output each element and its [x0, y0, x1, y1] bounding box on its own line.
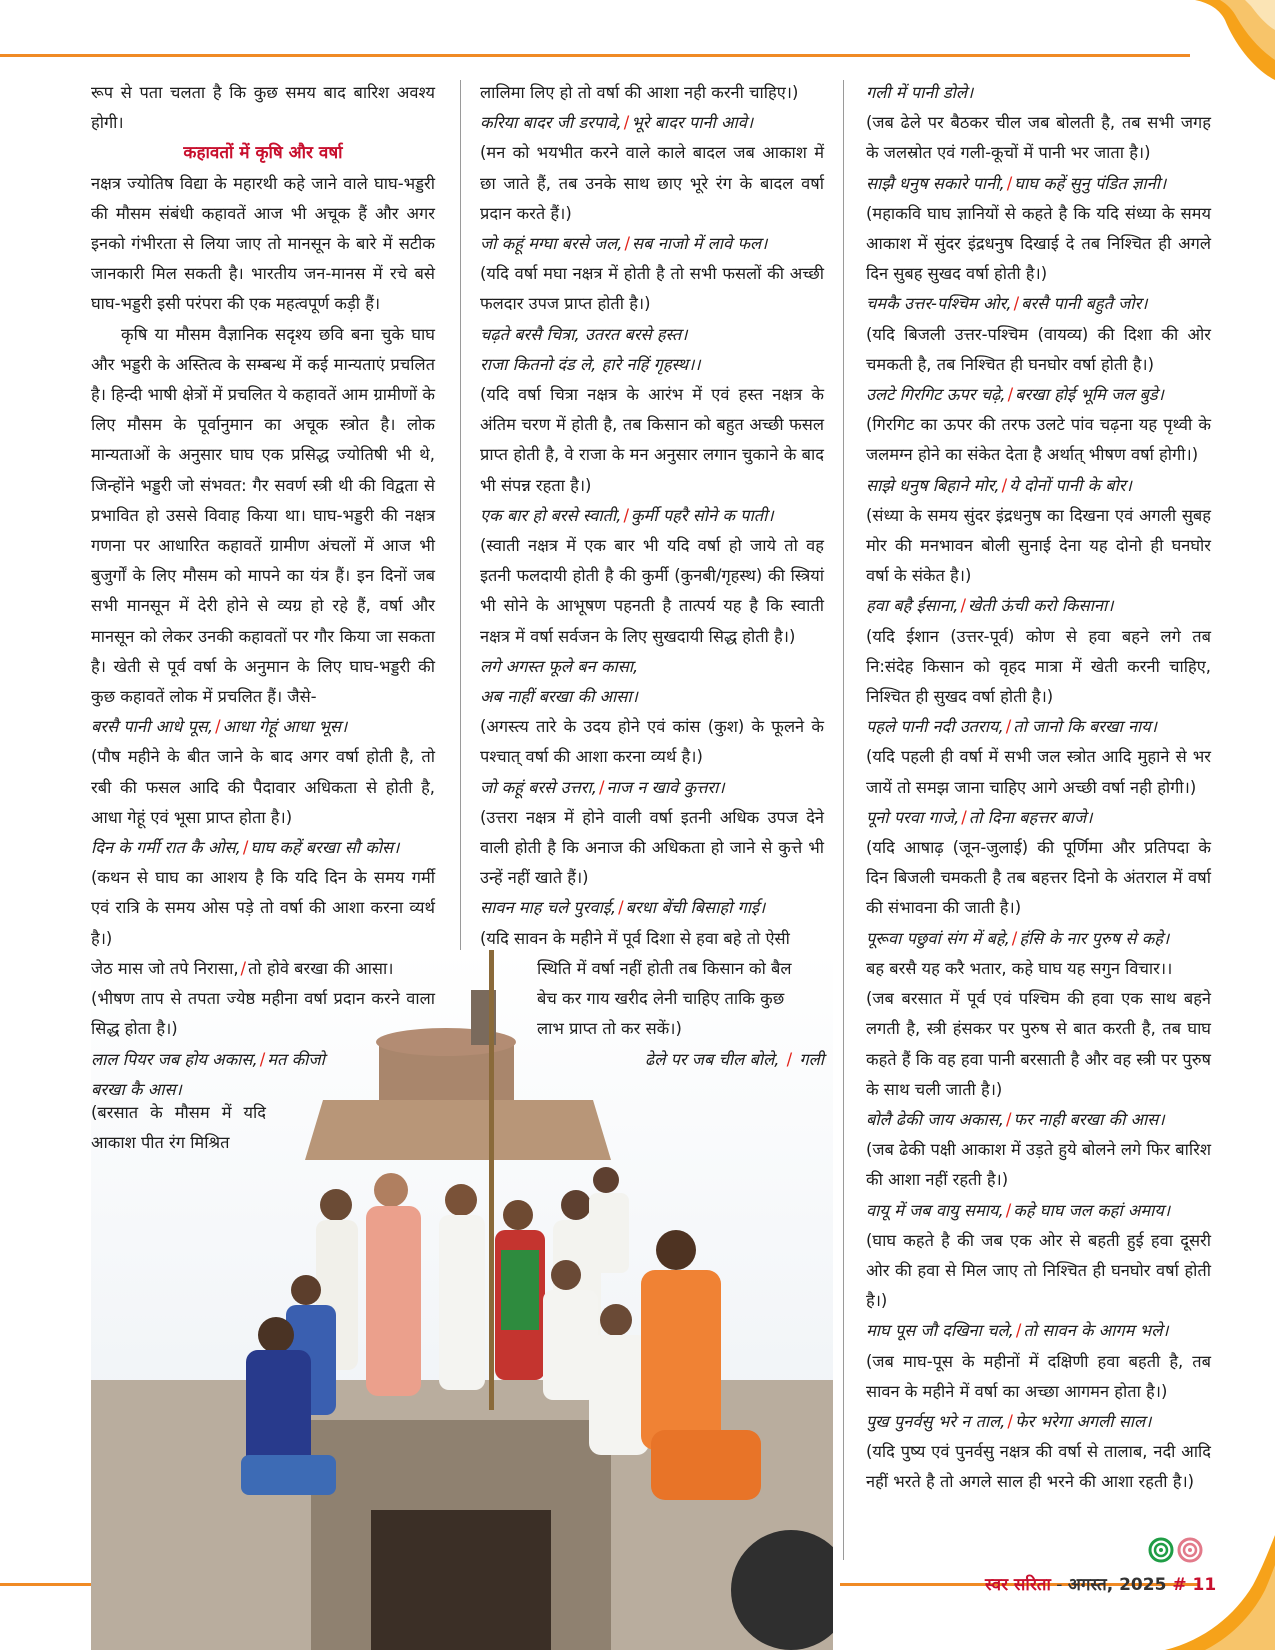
green-target-icon: [1150, 1539, 1172, 1561]
proverb-line: आधा गेहूं आधा भूस।: [222, 717, 348, 737]
proverb-line: सब नाजो में लावे फल।: [632, 234, 768, 254]
proverb-line: ढेले पर जब चील बोले,: [645, 1049, 780, 1069]
proverb-line: बरसै पानी बहुतै जोर।: [1021, 294, 1148, 314]
top-rule: [0, 54, 1190, 57]
explanation: (यदि पहली ही वर्षा में सभी जल स्त्रोत आदि मुहाने से भर जायें तो समझ जाना चाहिए आगे अच्छी वर्षा नही होगी।): [866, 747, 1211, 797]
explanation: (यदि वर्षा चित्रा नक्षत्र के आरंभ में एवं हस्त नक्षत्र के अंतिम चरण में होती है, तब किसान को बहुत अच्छी फसल प्राप्त होती है, वे राजा के मन अनुसार लगान चुकाने के बाद भी संपन्न रहता है।): [480, 385, 824, 495]
proverb: जेठ मास जो तपे निरासा, / तो होवे बरखा की आसा।: [91, 958, 394, 978]
proverb: उलटे गिरगिट ऊपर चढ़े, / बरखा होई भूमि जल बुडे।: [866, 385, 1164, 405]
explanation: (मन को भयभीत करने वाले काले बादल जब आकाश में छा जाते हैं, तब उनके साथ छाए भूरे रंग के बादल वर्षा प्रदान करते हैं।): [480, 143, 824, 223]
proverb-line: जो कहूं बरसे उत्तरा,: [480, 777, 597, 797]
proverb-line: दिन के गर्मी रात कै ओस,: [91, 838, 241, 858]
proverb-line: तो होवे बरखा की आसा।: [248, 958, 394, 978]
proverb: जो कहूं मग्घा बरसे जल, / सब नाजो में लावे फल।: [480, 234, 768, 254]
section-heading: कहावतों में कृषि और वर्षा: [183, 143, 343, 164]
proverb: बरसै पानी आधे पूस, / आधा गेहूं आधा भूस।: [91, 717, 348, 737]
explanation-overlay: (बरसात के मौसम में यदि आकाश पीत रंग मिश्रित: [91, 1103, 266, 1153]
paragraph: रूप से पता चलता है कि कुछ समय बाद बारिश अवश्य होगी।: [91, 83, 435, 133]
proverb-line: साझै धनुष सकारे पानी,: [866, 173, 1005, 193]
proverb-line: चमकै उत्तर-पश्चिम ओर,: [866, 294, 1012, 314]
proverb: लाल पियर जब होय अकास, / मत कीजो: [91, 1049, 325, 1069]
explanation: (जब ढेले पर बैठकर चील जब बोलती है, तब सभी जगह के जलस्रोत एवं गली-कूचों में पानी भर जाता है।): [866, 113, 1211, 163]
proverb-line: करिया बादर जी डरपावे,: [480, 113, 622, 133]
explanation: (उत्तरा नक्षत्र में होने वाली वर्षा इतनी अधिक उपज देने वाली होती है कि अनाज की अधिकता हो जाने से कुत्ते भी उन्हें नहीं खाते हैं।): [480, 807, 824, 888]
explanation: (यदि बिजली उत्तर-पश्चिम (वायव्य) की दिशा की ओर चमकती है, तब निश्चित ही घनघोर वर्षा होती है।): [866, 324, 1211, 374]
proverb: राजा कितनो दंड ले, हारे नहिं गृहस्थ।।: [480, 354, 701, 374]
explanation: (जब माघ-पूस के महीनों में दक्षिणी हवा बहती है, तब सावन के महीने में वर्षा का अच्छा आगमन होता है।): [866, 1351, 1211, 1401]
proverb: सावन माह चले पुरवाई, / बरधा बेंची बिसाहो गाई।: [480, 898, 766, 918]
proverb-line: फेर भरेगा अगली साल।: [1014, 1411, 1152, 1431]
proverb: करिया बादर जी डरपावे, / भूरे बादर पानी आवे।: [480, 113, 754, 133]
proverb-line: गली: [799, 1049, 824, 1069]
explanation: (महाकवि घाघ ज्ञानियों से कहते है कि यदि संध्या के समय आकाश में सुंदर इंद्रधनुष दिखाई दे तब निश्चित ही अगले दिन सुबह सुखद वर्षा होती है।): [866, 203, 1211, 284]
proverb: अब नाहीं बरखा की आसा।: [480, 687, 638, 707]
proverb: पुख पुनर्वसु भरे न ताल, / फेर भरेगा अगली साल।: [866, 1411, 1152, 1431]
proverb: दिन के गर्मी रात कै ओस, / घाघ कहें बरखा सौ कोस।: [91, 838, 400, 858]
column-3: [866, 78, 1211, 1498]
proverb-line: पूरूवा पछुवां संग में बहे,: [866, 928, 1010, 948]
proverb-line: पहले पानी नदी उतराय,: [866, 717, 1004, 737]
explanation: (यदि आषाढ़ (जून-जुलाई) की पूर्णिमा और प्रतिपदा के दिन बिजली चमकती है तब बहत्तर दिनो के अंतराल में वर्षा की संभावना की जाती है।): [866, 838, 1211, 918]
explanation: (यदि सावन के महीने में पूर्व दिशा से हवा बहे तो ऐसी: [480, 928, 790, 948]
proverb-line: हंसि के नार पुरुष से कहे।: [1019, 928, 1170, 948]
explanation: बेच कर गाय खरीद लेनी चाहिए ताकि कुछ: [537, 989, 785, 1009]
proverb: बरखा कै आस।: [91, 1079, 182, 1099]
column-2: [480, 78, 824, 1075]
hash-sign: #: [1166, 1575, 1193, 1595]
proverb-line: नाज न खावे कुत्तरा।: [606, 777, 725, 797]
column-divider-2: [843, 80, 844, 1560]
proverb-line: कहे घाघ जल कहां अमाय।: [1013, 1200, 1171, 1220]
proverb-line: लाल पियर जब होय अकास,: [91, 1049, 258, 1069]
explanation: (स्वाती नक्षत्र में एक बार भी यदि वर्षा हो जाये तो वह इतनी फलदायी होती है की कुर्मी (कुनबी/गृहस्थ) की स्त्रियां भी सोने के आभूषण पहनती है तात्पर्य यह है कि स्वाती नक्षत्र में वर्षा सर्वजन के लिए सुखदायी सिद्ध होती है।): [480, 536, 824, 646]
proverb-line: भूरे बादर पानी आवे।: [631, 113, 754, 133]
proverb-line: तो जानो कि बरखा नाय।: [1013, 717, 1158, 737]
proverb-line: बरखा होई भूमि जल बुडे।: [1015, 385, 1164, 405]
explanation: (यदि पुष्य एवं पुनर्वसु नक्षत्र की वर्षा से तालाब, नदी आदि नहीं भरते है तो अगले साल ही भरने की आशा रहती है।): [866, 1442, 1211, 1492]
proverb-line: ये दोनों पानी के बोर।: [1009, 475, 1132, 495]
column-1: [91, 78, 435, 1105]
proverb-line: बोलै ढेकी जाय अकास,: [866, 1109, 1004, 1129]
proverb: पूरूवा पछुवां संग में बहे, / हंसि के नार पुरुष से कहे।: [866, 928, 1170, 948]
proverb-line: उलटे गिरगिट ऊपर चढ़े,: [866, 385, 1006, 405]
issue-date: अगस्त, 2025: [1067, 1575, 1167, 1595]
explanation: (गिरगिट का ऊपर की तरफ उलटे पांव चढ़ना यह पृथ्वी के जलमग्न होने का संकेत देता है अर्थात् भीषण वर्षा होगी।): [866, 415, 1211, 465]
bottom-rule-left: [0, 1583, 95, 1586]
proverb-line: हवा बहै ईसाना,: [866, 596, 959, 616]
proverb: पहले पानी नदी उतराय, / तो जानो कि बरखा नाय।: [866, 717, 1158, 737]
proverb-line: कुर्मी पहरै सोने क पाती।: [630, 505, 774, 525]
explanation: (जब बरसात में पूर्व एवं पश्चिम की हवा एक साथ बहने लगती है, स्त्री हंसकर पर पुरुष से बात करती है, तब घाघ कहते हैं कि वह हवा पानी बरसाती है और वह स्त्री पर पुरुष के साथ चली जाती है।): [866, 989, 1211, 1099]
proverb: गली में पानी डोले।: [866, 83, 974, 102]
logo-icons: [1148, 1537, 1208, 1563]
proverb: चढ़ते बरसै चित्रा, उतरत बरसे हस्त।: [480, 324, 688, 344]
explanation: (यदि ईशान (उत्तर-पूर्व) कोण से हवा बहने लगे तब नि:संदेह किसान को वृहद मात्रा में खेती करनी चाहिए, निश्चित ही सुखद वर्षा होती है।): [866, 626, 1211, 707]
proverb: लगे अगस्त फूले बन कासा,: [480, 656, 639, 676]
explanation: (भीषण ताप से तपता ज्येष्ठ महीना वर्षा प्रदान करने वाला सिद्ध होता है।): [91, 989, 435, 1039]
corner-swoosh-top: [1175, 0, 1275, 80]
explanation: (घाघ कहते है की जब एक ओर से बहती हुई हवा दूसरी ओर की हवा से मिल जाए तो निश्चित ही घनघोर वर्षा होती है।): [866, 1230, 1211, 1311]
proverb-line: पुख पुनर्वसु भरे न ताल,: [866, 1411, 1006, 1431]
page-number: 11: [1192, 1575, 1217, 1595]
proverb: जो कहूं बरसे उत्तरा, / नाज न खावे कुत्तरा।: [480, 777, 725, 797]
proverb: माघ पूस जौ दखिना चले, / तो सावन के आगम भले।: [866, 1321, 1169, 1341]
explanation: स्थिति में वर्षा नहीं होती तब किसान को बैल: [537, 958, 792, 978]
proverb-line: साझे धनुष बिहाने मोर,: [866, 475, 1000, 495]
explanation: (जब ढेकी पक्षी आकाश में उड़ते हुये बोलने लगे फिर बारिश की आशा नहीं रहती है।): [866, 1140, 1211, 1190]
proverb: चमकै उत्तर-पश्चिम ओर, / बरसै पानी बहुतै जोर।: [866, 294, 1148, 314]
proverb: ढेले पर जब चील बोले, / गली: [645, 1049, 824, 1069]
proverb: हवा बहै ईसाना, / खेती ऊंची करो किसाना।: [866, 596, 1114, 616]
proverb-line: घाघ कहें सुनु पंडित ज्ञानी।: [1014, 173, 1167, 193]
explanation: (संध्या के समय सुंदर इंद्रधनुष का दिखना एवं अगली सुबह मोर की मनभावन बोली सुनाई देना यह दोनो ही घनघोर वर्षा के संकेत है।): [866, 505, 1211, 586]
explanation: लाभ प्राप्त तो कर सकें।): [537, 1019, 682, 1039]
proverb-line: वायू में जब वायु समाय,: [866, 1200, 1004, 1220]
proverb: बोलै ढेकी जाय अकास, / फर नाही बरखा की आस।: [866, 1109, 1165, 1129]
proverb-line: पूनो परवा गाजे,: [866, 807, 960, 827]
proverb-line: तो सावन के आगम भले।: [1023, 1321, 1169, 1341]
proverb-line: बरधा बेंची बिसाहो गाई।: [625, 898, 766, 918]
proverb-line: घाघ कहें बरखा सौ कोस।: [250, 838, 400, 858]
explanation: लालिमा लिए हो तो वर्षा की आशा नही करनी चाहिए।): [480, 83, 799, 102]
magazine-name: स्वर सरिता: [985, 1575, 1051, 1595]
proverb-line: बरसै पानी आधे पूस,: [91, 717, 214, 737]
proverb-line: एक बार हो बरसे स्वाती,: [480, 505, 622, 525]
explanation: (अगस्त्य तारे के उदय होने एवं कांस (कुश) के फूलने के पश्चात् वर्षा की आशा करना व्यर्थ है।): [480, 717, 824, 767]
proverb-line: जो कहूं मग्घा बरसे जल,: [480, 234, 623, 254]
pink-target-icon: [1179, 1539, 1201, 1561]
paragraph: नक्षत्र ज्योतिष विद्या के महारथी कहे जाने वाले घाघ-भड्डरी की मौसम संबंधी कहावतें आज भी अचूक हैं और अगर इनको गंभीरता से लिया जाए तो मानसून के बारे में सटीक जानकारी मिल सकती है। भारतीय जन-मानस में रचे बसे घाघ-भड्डरी इसी परंपरा की एक महत्वपूर्ण कड़ी हैं।: [91, 173, 435, 314]
proverb-line: फर नाही बरखा की आस।: [1013, 1109, 1165, 1129]
paragraph: कृषि या मौसम वैज्ञानिक सदृश्य छवि बना चुके घाघ और भड्डरी के अस्तित्व के सम्बन्ध में कई मान्यताएं प्रचलित है। हिन्दी भाषी क्षेत्रों में प्रचलित ये कहावतें आम ग्रामीणों के लिए मौसम के पूर्वानुमान का अचूक स्त्रोत है। लोक मान्यताओं के अनुसार घाघ एक प्रसिद्ध ज्योतिषी भी थे, जिन्होंने भड्डरी जो संभवत: गैर सवर्ण स्त्री थी की विद्वता से प्रभावित हो उससे विवाह किया था। घाघ-भड्डरी की नक्षत्र गणना पर आधारित कहावतें ग्रामीण अंचलों में आज भी बुजुर्गों के लिए मौसम को मापने का यंत्र हैं। इन दिनों जब सभी मानसून में देरी होने से व्यग्र हो रहे हैं, वर्षा और मानसून को लेकर उनकी कहावतों पर गौर किया जा सकता है। खेती से पूर्व वर्षा के अनुमान के लिए घाघ-भड्डरी की कुछ कहावतें लोक में प्रचलित हैं। जैसे-: [91, 324, 435, 707]
page-footer: [985, 1572, 1216, 1595]
proverb-line: तो दिना बहत्तर बाजे।: [968, 807, 1093, 827]
column-divider-1: [460, 80, 461, 1085]
footer-separator: -: [1050, 1575, 1068, 1595]
proverb: वायू में जब वायु समाय, / कहे घाघ जल कहां अमाय।: [866, 1200, 1171, 1220]
proverb-line: जेठ मास जो तपे निरासा,: [91, 958, 239, 978]
proverb: साझे धनुष बिहाने मोर, / ये दोनों पानी के बोर।: [866, 475, 1132, 495]
explanation: (कथन से घाघ का आशय है कि यदि दिन के समय गर्मी एवं रात्रि के समय ओस पड़े तो वर्षा की आशा करना व्यर्थ है।): [91, 868, 435, 948]
proverb-line: सावन माह चले पुरवाई,: [480, 898, 617, 918]
proverb: साझै धनुष सकारे पानी, / घाघ कहें सुनु पंडित ज्ञानी।: [866, 173, 1167, 193]
explanation: (यदि वर्षा मघा नक्षत्र में होती है तो सभी फसलों की अच्छी फलदार उपज प्राप्त होती है।): [480, 264, 824, 314]
proverb: बह बरसै यह करै भतार, कहे घाघ यह सगुन विचार।।: [866, 958, 1173, 978]
proverb-line: मत कीजो: [267, 1049, 325, 1069]
proverb-line: खेती ऊंची करो किसाना।: [968, 596, 1114, 616]
proverb: एक बार हो बरसे स्वाती, / कुर्मी पहरै सोने क पाती।: [480, 505, 774, 525]
proverb: पूनो परवा गाजे, / तो दिना बहत्तर बाजे।: [866, 807, 1093, 827]
explanation: (पौष महीने के बीत जाने के बाद अगर वर्षा होती है, तो रबी की फसल आदि की पैदावार अधिकता से होती है, आधा गेहूं एवं भूसा प्राप्त होता है।): [91, 747, 435, 827]
proverb-line: माघ पूस जौ दखिना चले,: [866, 1321, 1014, 1341]
